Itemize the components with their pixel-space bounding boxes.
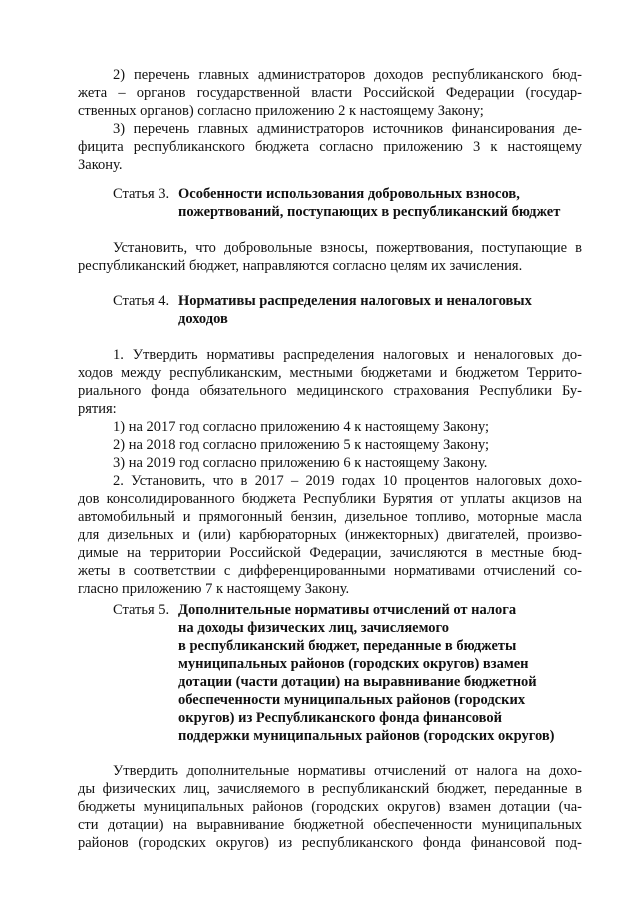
text-line: бюджеты муниципальных районов (городских округов) взамен дотации (ча-: [78, 799, 582, 815]
article-title: пожертвований, поступающих в республиканский бюджет: [178, 204, 561, 220]
article-title: Особенности использования добровольных взносов,: [178, 186, 520, 202]
text-line: ходов между республиканским, местными бюджетами и бюджетом Террито-: [78, 365, 582, 381]
list-item: 2) на 2018 год согласно приложению 5 к настоящему Закону;: [113, 437, 490, 453]
text-line: для дизельных и (или) карбюраторных (инжекторных) двигателей, произво-: [78, 527, 582, 543]
text-line: районов (городских округов) из республиканского фонда финансовой под-: [78, 835, 582, 851]
text-line: автомобильный и прямогонный бензин, дизельное топливо, моторные масла: [78, 509, 582, 525]
text-line: риального фонда обязательного медицинского страхования Республики Бу-: [78, 383, 582, 399]
text-line: гласно приложению 7 к настоящему Закону.: [78, 581, 350, 597]
text-line: республиканский бюджет, направляются согласно целям их зачисления.: [78, 258, 523, 274]
article-title: Дополнительные нормативы отчислений от налога: [178, 602, 517, 618]
article-title: доходов: [178, 311, 228, 327]
text-line: Установить, что добровольные взносы, пожертвования, поступающие в: [113, 240, 582, 256]
article-title: дотации (части дотации) на выравнивание бюджетной: [178, 674, 537, 690]
list-item: 1) на 2017 год согласно приложению 4 к настоящему Закону;: [113, 419, 490, 435]
article-prefix: Статья 4.: [113, 293, 170, 309]
text-line: 2) перечень главных администраторов доходов республиканского бюд-: [113, 67, 582, 83]
text-line: 3) перечень главных администраторов источников финансирования де-: [113, 121, 582, 137]
text-line: 2. Установить, что в 2017 – 2019 годах 10 процентов налоговых дохо-: [113, 473, 582, 489]
article-title: поддержки муниципальных районов (городских округов): [178, 728, 555, 744]
article-title: округов) из Республиканского фонда финансовой: [178, 710, 502, 726]
article-title: в республиканский бюджет, переданные в бюджеты: [178, 638, 517, 654]
article-prefix: Статья 3.: [113, 186, 170, 202]
text-line: рятия:: [78, 401, 117, 417]
text-line: 1. Утвердить нормативы распределения налоговых и неналоговых до-: [113, 347, 582, 363]
text-line: дов консолидированного бюджета Республики Бурятия от уплаты акцизов на: [78, 491, 582, 507]
text-line: Закону.: [78, 157, 123, 173]
article-title: обеспеченности муниципальных районов (городских: [178, 692, 526, 708]
text-line: фицита республиканского бюджета согласно приложению 3 к настоящему: [78, 139, 582, 155]
text-line: сти дотации) на выравнивание бюджетной обеспеченности муниципальных: [78, 817, 582, 833]
article-prefix: Статья 5.: [113, 602, 170, 618]
list-item: 3) на 2019 год согласно приложению 6 к настоящему Закону.: [113, 455, 488, 471]
text-line: Утвердить дополнительные нормативы отчислений от налога на дохо-: [113, 763, 582, 779]
text-line: ственных органов) согласно приложению 2 к настоящему Закону;: [78, 103, 484, 119]
article-title: Нормативы распределения налоговых и неналоговых: [178, 293, 532, 309]
text-line: жеты в соответствии с дифференцированными нормативами отчислений со-: [78, 563, 582, 579]
text-line: димые на территории Российской Федерации, зачисляются в местные бюд-: [78, 545, 582, 561]
article-title: муниципальных районов (городских округов) взамен: [178, 656, 529, 672]
text-line: ды физических лиц, зачисляемого в республиканский бюджет, переданные в: [78, 781, 582, 797]
text-line: жета – органов государственной власти Российской Федерации (государ-: [78, 85, 582, 101]
article-title: на доходы физических лиц, зачисляемого: [178, 620, 450, 636]
